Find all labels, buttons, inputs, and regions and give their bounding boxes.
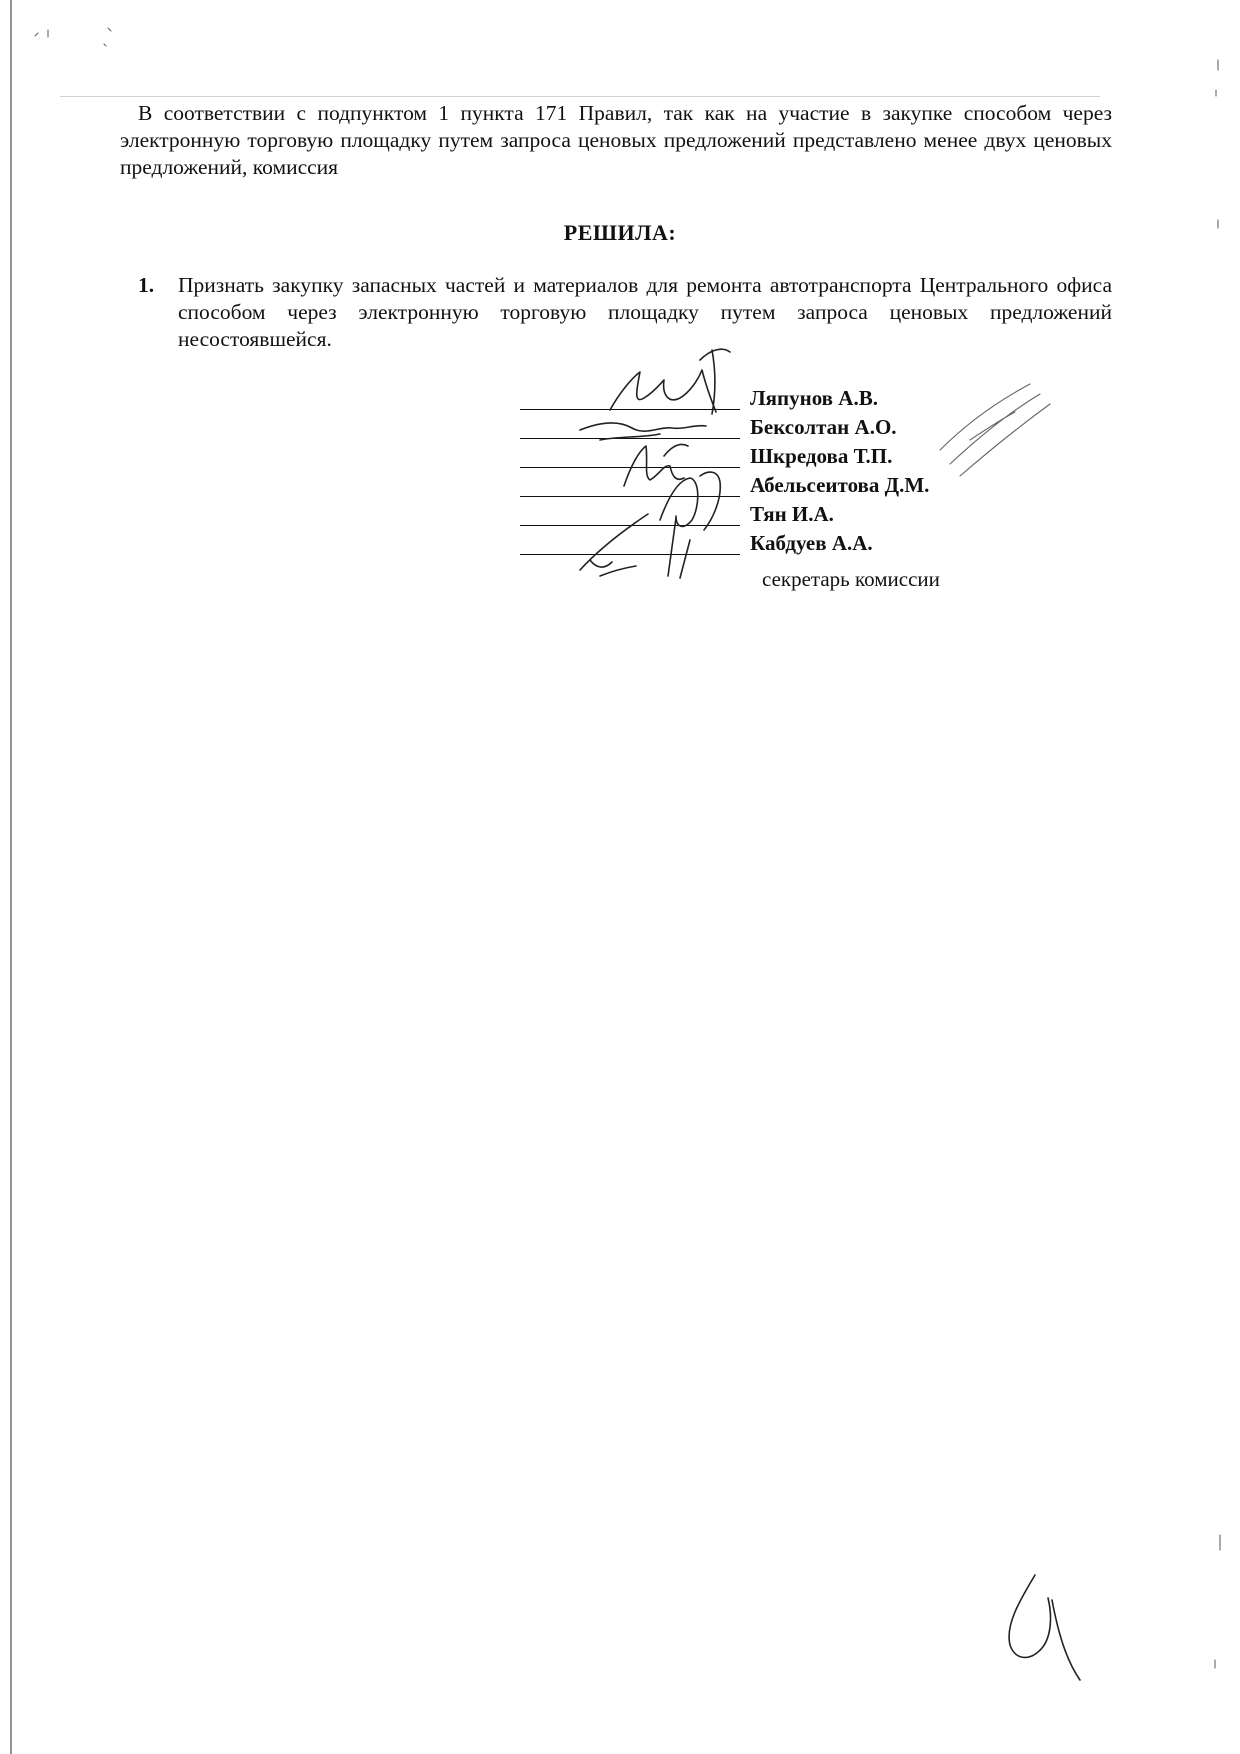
signature-line [520,438,740,439]
signatory-name: Абельсеитова Д.М. [750,473,930,497]
decision-item [138,272,1112,353]
scan-top-line [60,96,1100,97]
decision-number: 1. [138,273,155,297]
signature-row [520,443,1020,472]
signature-line [520,409,740,410]
signatory-name: Шкредова Т.П. [750,444,893,468]
preamble-text: В соответствии с подпунктом 1 пункта 171 Правил, так как на участие в закупке способом через электронную торговую площадку путем запроса ценовых предложений представлено менее двух ценовых предложений, комиссия [120,101,1112,179]
signatory-name: Тян И.А. [750,502,834,526]
preamble-paragraph [120,100,1112,181]
signature-row [520,501,1020,530]
decision-text: Признать закупку запасных частей и материалов для ремонта автотранспорта Центрального офиса способом через электронную торговую площадку путем запроса ценовых предложений несостоявшейся. [178,273,1112,351]
signature-line [520,525,740,526]
signature-line [520,467,740,468]
signature-row [520,414,1020,443]
scan-edge-line [10,0,12,1754]
decision-heading: РЕШИЛА: [563,220,677,245]
signature-block [520,385,1020,591]
signature-line [520,554,740,555]
signatory-name: Бексолтан А.О. [750,415,897,439]
signature-line [520,496,740,497]
signature-row [520,530,1020,559]
signatory-name: Кабдуев А.А. [750,531,873,555]
secretary-role: секретарь комиссии [762,567,940,591]
signature-row [520,472,1020,501]
signature-row [520,385,1020,414]
initials-bottom-right [1009,1575,1080,1680]
signatory-name: Ляпунов А.В. [750,386,878,410]
